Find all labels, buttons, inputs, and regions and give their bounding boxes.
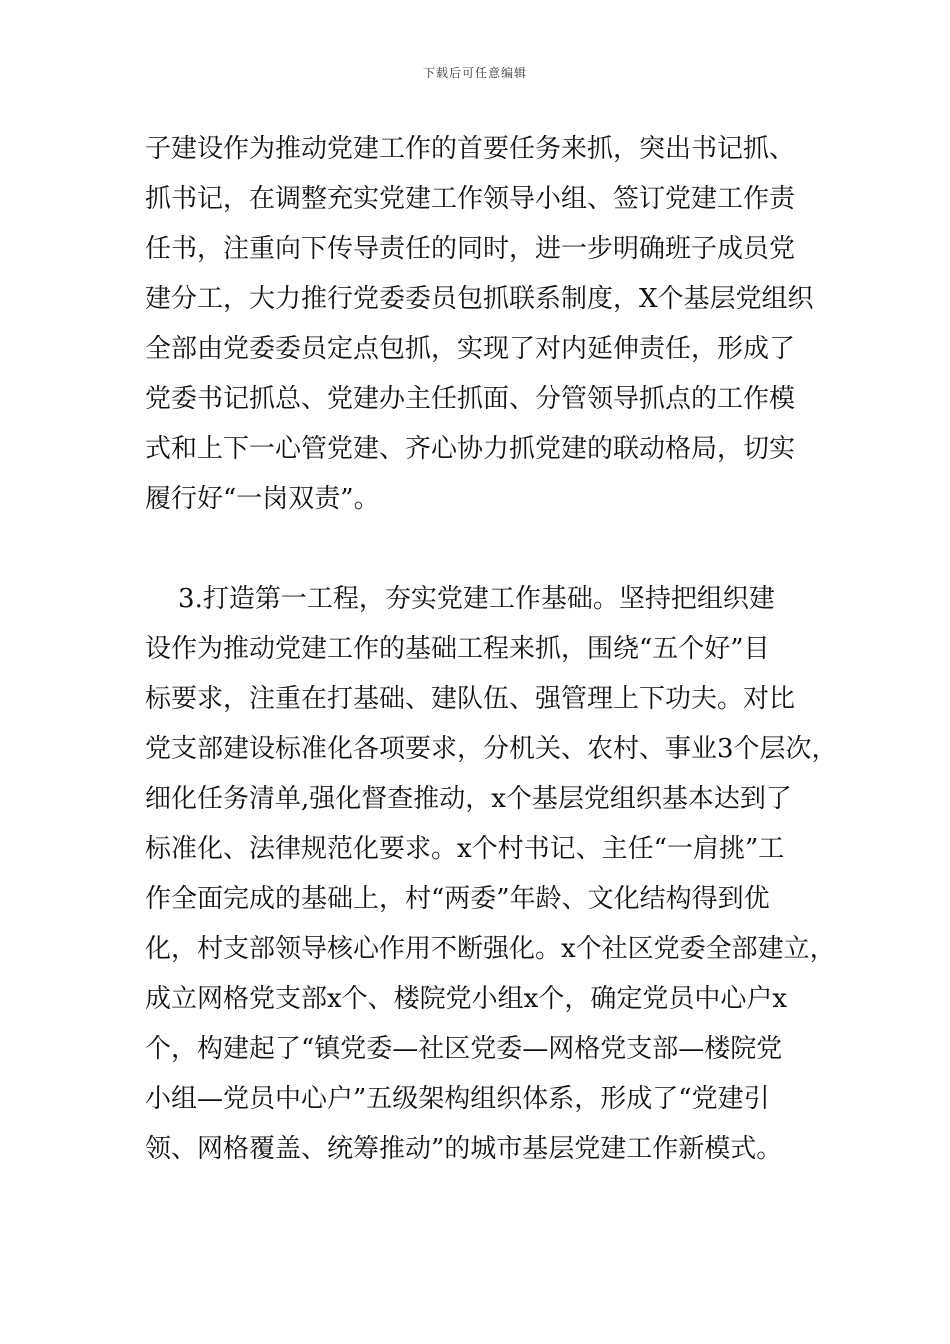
text-line: 建分工，大力推行党委委员包抓联系制度，X个基层党组织: [145, 284, 814, 314]
paragraph-1: [145, 124, 814, 524]
text-line: 领、网格覆盖、统筹推动”的城市基层党建工作新模式。: [145, 1134, 783, 1164]
text-line: 子建设作为推动党建工作的首要任务来抓，突出书记抓、: [145, 134, 796, 164]
text-line: 成立网格党支部x个、楼院党小组x个，确定党员中心户x: [145, 984, 787, 1014]
text-line: 式和上下一心管党建、齐心协力抓党建的联动格局，切实: [145, 434, 796, 464]
text-line: 抓书记，在调整充实党建工作领导小组、签订党建工作责: [145, 184, 796, 214]
text-line: 标要求，注重在打基础、建队伍、强管理上下功夫。对比: [145, 684, 796, 714]
text-line: 标准化、法律规范化要求。x个村书记、主任“一肩挑”工: [145, 834, 785, 864]
text-line: 履行好“一岗双责”。: [145, 484, 380, 514]
text-line: 全部由党委委员定点包抓，实现了对内延伸责任，形成了: [145, 334, 796, 364]
text-line: 小组—党员中心户”五级架构组织体系，形成了“党建引: [145, 1084, 770, 1114]
text-line: 设作为推动党建工作的基础工程来抓，围绕“五个好”目: [145, 634, 770, 664]
text-line: 3.打造第一工程，夯实党建工作基础。坚持把组织建: [145, 584, 775, 614]
text-line: 个，构建起了“镇党委—社区党委—网格党支部—楼院党: [145, 1034, 783, 1064]
text-line: 化，村支部领导核心作用不断强化。x个社区党委全部建立，: [145, 934, 836, 964]
text-line: 细化任务清单,强化督查推动，x个基层党组织基本达到了: [145, 784, 792, 814]
text-line: 作全面完成的基础上，村“两委”年龄、文化结构得到优: [145, 884, 770, 914]
text-line: 党支部建设标准化各项要求，分机关、农村、事业3个层次，: [145, 734, 838, 764]
text-line: 党委书记抓总、党建办主任抓面、分管领导抓点的工作模: [145, 384, 796, 414]
text-line: 任书，注重向下传导责任的同时，进一步明确班子成员党: [145, 234, 796, 264]
paragraph-2: [145, 574, 838, 1174]
page-header: 下载后可任意编辑: [422, 66, 527, 80]
